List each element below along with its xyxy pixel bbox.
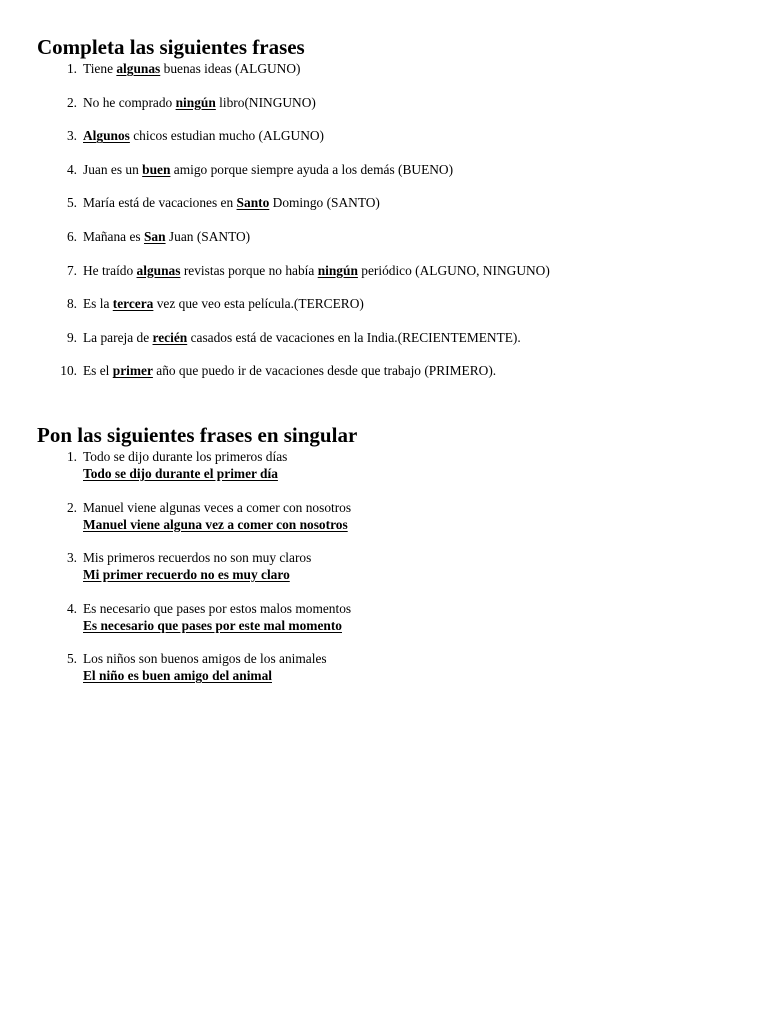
sentence-text: amigo porque siempre ayuda a los demás (BUENO) — [170, 161, 454, 177]
answer-word: primer — [112, 363, 153, 379]
plural-sentence: Mis primeros recuerdos no son muy claros — [83, 550, 312, 565]
answer-word: San — [143, 229, 166, 244]
answer-word: Algunos — [83, 128, 130, 144]
sentence — [83, 127, 324, 144]
item-number: 1. — [66, 449, 77, 464]
plural-sentence: Los niños son buenos amigos de los animales — [83, 651, 327, 666]
singular-answer: Es necesario que pases por este mal momento — [83, 617, 342, 633]
sentence-text: La pareja de — [83, 329, 153, 345]
section-1-title: Completa las siguientes frases — [37, 35, 305, 59]
sentence-text: año que puedo ir de vacaciones desde que trabajo (PRIMERO). — [152, 363, 497, 379]
answer-word: Santo — [236, 195, 270, 211]
sentence — [83, 194, 380, 211]
plural-sentence: Es necesario que pases por estos malos momentos — [83, 600, 352, 616]
item-number: 3. — [66, 550, 77, 565]
sentence-text: He traído — [83, 262, 137, 278]
answer-word: recién — [152, 329, 188, 345]
item-number: 1. — [66, 61, 77, 76]
item-number: 4. — [66, 600, 77, 616]
answer-word: ningún — [175, 94, 216, 110]
sentence — [83, 329, 521, 346]
item-number: 9. — [66, 329, 77, 345]
singular-answer: Mi primer recuerdo no es muy claro — [83, 567, 290, 582]
sentence-text: María está de vacaciones en — [83, 195, 237, 211]
sentence-text: casados está de vacaciones en la India.(RECIENTEMENTE). — [187, 329, 521, 345]
item-number: 8. — [66, 296, 77, 312]
sentence-text: libro(NINGUNO) — [215, 94, 316, 110]
item-number: 3. — [66, 128, 77, 144]
sentence-text: Mañana es — [83, 229, 144, 244]
sentence-text: No he comprado — [83, 94, 176, 110]
sentence-text: Es el — [83, 363, 113, 379]
sentence-text: vez que veo esta película.(TERCERO) — [153, 296, 364, 312]
sentence — [83, 60, 300, 77]
sentence — [83, 295, 364, 312]
sentence-text: Juan es un — [83, 161, 143, 177]
section-2-title: Pon las siguientes frases en singular — [37, 423, 358, 447]
sentence — [83, 362, 496, 379]
sentence-text: revistas porque no había — [180, 262, 318, 278]
singular-answer: Manuel viene alguna vez a comer con nosotros — [83, 516, 348, 532]
sentence — [83, 161, 453, 178]
answer-word: ningún — [317, 262, 358, 278]
sentence-text: Tiene — [83, 61, 117, 76]
item-number: 10. — [60, 363, 77, 379]
item-number: 5. — [66, 195, 77, 211]
singular-answer: Todo se dijo durante el primer día — [83, 466, 278, 481]
sentence-text: chicos estudian mucho (ALGUNO) — [129, 128, 325, 144]
item-number: 6. — [66, 229, 77, 244]
sentence-text: periódico (ALGUNO, NINGUNO) — [357, 262, 550, 278]
singular-answer: El niño es buen amigo del animal — [83, 668, 272, 683]
item-number: 2. — [66, 94, 77, 110]
item-number: 7. — [66, 262, 77, 278]
sentence-text: Juan (SANTO) — [165, 229, 251, 244]
sentence — [83, 262, 550, 279]
item-number: 4. — [66, 161, 77, 177]
item-number: 5. — [66, 651, 77, 666]
sentence-text: Domingo (SANTO) — [269, 195, 380, 211]
item-number: 2. — [66, 499, 77, 515]
sentence-text: buenas ideas (ALGUNO) — [160, 61, 301, 76]
sentence — [83, 228, 250, 245]
sentence — [83, 94, 316, 111]
answer-word: buen — [142, 161, 171, 177]
answer-word: tercera — [112, 296, 154, 312]
plural-sentence: Manuel viene algunas veces a comer con nosotros — [83, 499, 352, 515]
answer-word: algunas — [136, 262, 181, 278]
answer-word: algunas — [116, 61, 161, 76]
plural-sentence: Todo se dijo durante los primeros días — [83, 449, 288, 464]
sentence-text: Es la — [83, 296, 113, 312]
